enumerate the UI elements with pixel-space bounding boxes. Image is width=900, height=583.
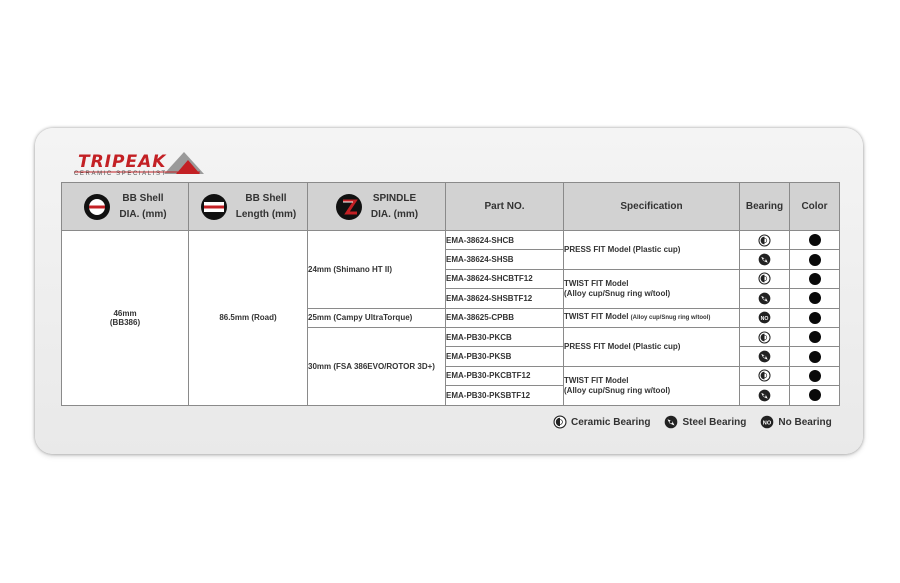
header-unit: DIA. (mm)	[370, 208, 419, 220]
legend-none-label: No Bearing	[778, 416, 832, 428]
part-no-cell: EMA-38624-SHCB	[446, 231, 564, 250]
color-cell	[790, 386, 840, 405]
part-no-cell: EMA-PB30-PKSBTF12	[446, 386, 564, 405]
bearing-cell	[740, 327, 790, 346]
part-no-cell: EMA-PB30-PKSB	[446, 347, 564, 366]
header-label: SPINDLE	[372, 192, 417, 204]
header-spindle-dia	[308, 183, 446, 231]
color-swatch	[809, 292, 821, 304]
header-bb-shell-length	[189, 183, 308, 231]
brand-name: TRIPEAK	[78, 152, 167, 172]
color-swatch	[809, 273, 821, 285]
spindle-cell: 30mm (FSA 386EVO/ROTOR 3D+)	[308, 327, 446, 405]
header-bearing: Bearing	[740, 183, 790, 231]
bearing-cell	[740, 231, 790, 250]
spec-line: TWIST FIT Model	[564, 375, 629, 385]
spec-line: TWIST FIT Model	[564, 312, 629, 322]
bearing-cell	[740, 308, 790, 327]
ceramic-bearing-icon	[553, 415, 567, 429]
bearing-cell	[740, 366, 790, 385]
ceramic-bearing-icon	[758, 369, 771, 382]
bearing-cell	[740, 250, 790, 269]
header-unit: Length (mm)	[235, 208, 297, 220]
color-cell	[790, 366, 840, 385]
steel-bearing-icon	[758, 253, 771, 266]
no-bearing-icon	[758, 311, 771, 324]
color-swatch	[809, 370, 821, 382]
spec-cell	[564, 269, 740, 308]
steel-bearing-icon	[664, 415, 678, 429]
ceramic-bearing-icon	[758, 331, 771, 344]
spec-cell	[564, 366, 740, 405]
spec-table	[61, 182, 840, 406]
bearing-cell	[740, 347, 790, 366]
spec-cell: PRESS FIT Model (Plastic cup)	[564, 231, 740, 270]
color-cell	[790, 327, 840, 346]
header-part-no: Part NO.	[446, 183, 564, 231]
bb-shell-dia-cell	[62, 231, 189, 406]
legend-steel-label: Steel Bearing	[682, 416, 747, 428]
legend-ceramic-label: Ceramic Bearing	[571, 416, 651, 428]
header-label: BB Shell	[122, 192, 164, 204]
color-swatch	[809, 331, 821, 343]
bearing-cell	[740, 289, 790, 308]
shell-dia-value: 46mm	[113, 308, 137, 318]
spec-cell	[564, 308, 740, 327]
color-cell	[790, 347, 840, 366]
table-row	[62, 231, 840, 250]
steel-bearing-icon	[758, 292, 771, 305]
spec-cell: PRESS FIT Model (Plastic cup)	[564, 327, 740, 366]
part-no-cell: EMA-38625-CPBB	[446, 308, 564, 327]
header-bb-shell-dia	[62, 183, 189, 231]
part-no-cell: EMA-38624-SHSB	[446, 250, 564, 269]
brand-tagline: CERAMIC SPECIALIST	[74, 171, 167, 177]
part-no-cell: EMA-38624-SHCBTF12	[446, 269, 564, 288]
spec-note: (Alloy cup/Snug ring w/tool)	[630, 315, 711, 322]
color-cell	[790, 250, 840, 269]
spec-line: (Alloy cup/Snug ring w/tool)	[564, 385, 671, 395]
header-specification: Specification	[564, 183, 740, 231]
steel-bearing-icon	[758, 389, 771, 402]
color-swatch	[809, 312, 821, 324]
bearing-legend	[553, 415, 832, 429]
header-unit: DIA. (mm)	[119, 208, 167, 220]
color-cell	[790, 289, 840, 308]
bb-shell-length-cell: 86.5mm (Road)	[189, 231, 308, 406]
header-label: BB Shell	[245, 192, 287, 204]
color-swatch	[809, 234, 821, 246]
color-cell	[790, 231, 840, 250]
ceramic-bearing-icon	[758, 234, 771, 247]
bearing-cell	[740, 386, 790, 405]
color-swatch	[809, 351, 821, 363]
bb-shell-dia-icon	[83, 193, 111, 221]
color-cell	[790, 308, 840, 327]
spec-line: (Alloy cup/Snug ring w/tool)	[564, 288, 671, 298]
spindle-cell: 24mm (Shimano HT II)	[308, 231, 446, 309]
part-no-cell: EMA-PB30-PKCBTF12	[446, 366, 564, 385]
shell-dia-note: (BB386)	[109, 317, 141, 327]
color-cell	[790, 269, 840, 288]
spindle-cell: 25mm (Campy UltraTorque)	[308, 308, 446, 327]
bearing-cell	[740, 269, 790, 288]
table-header-row	[62, 183, 840, 231]
no-bearing-icon	[760, 415, 774, 429]
ceramic-bearing-icon	[758, 272, 771, 285]
spindle-icon	[335, 193, 363, 221]
header-color: Color	[790, 183, 840, 231]
bb-shell-length-icon	[200, 193, 228, 221]
color-swatch	[809, 389, 821, 401]
color-swatch	[809, 254, 821, 266]
part-no-cell: EMA-PB30-PKCB	[446, 327, 564, 346]
part-no-cell: EMA-38624-SHSBTF12	[446, 289, 564, 308]
spec-line: TWIST FIT Model	[564, 278, 629, 288]
steel-bearing-icon	[758, 350, 771, 363]
